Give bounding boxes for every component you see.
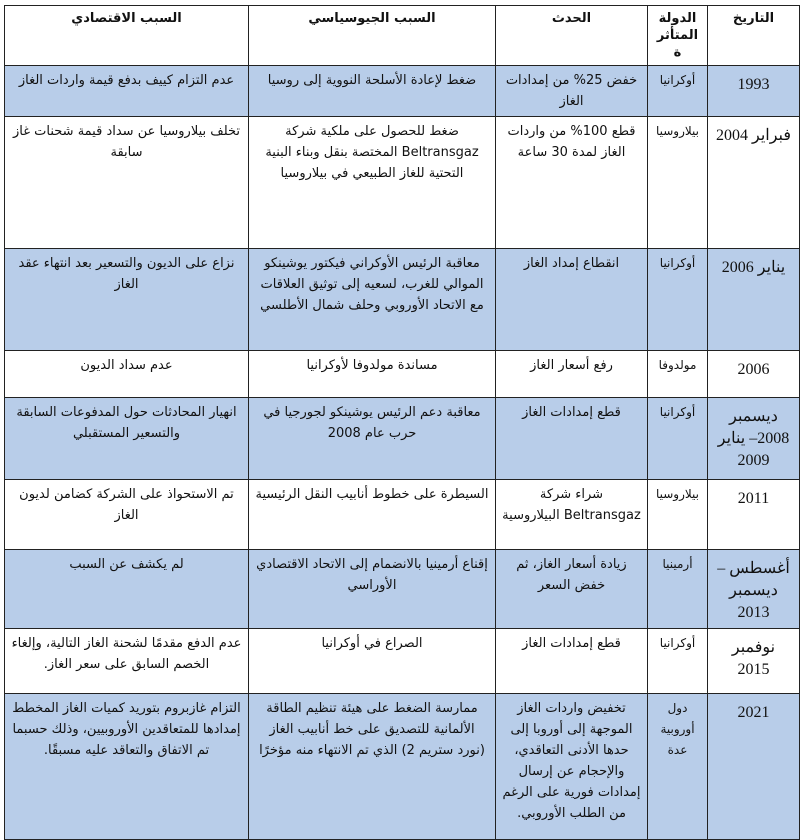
cell-political: ضغط للحصول على ملكية شركة Beltransgaz المختصة بنقل وبناء البنية التحتية للغاز الطبيعي في بيلاروسيا xyxy=(249,117,496,249)
cell-date: 2021 xyxy=(708,694,800,840)
gas-crisis-table xyxy=(4,5,800,840)
cell-country: بيلاروسيا xyxy=(648,117,708,249)
cell-country: مولدوفا xyxy=(648,351,708,398)
table-row xyxy=(5,694,800,840)
cell-economic: نزاع على الديون والتسعير بعد انتهاء عقد الغاز xyxy=(5,249,249,351)
cell-date: يناير 2006 xyxy=(708,249,800,351)
cell-political: ممارسة الضغط على هيئة تنظيم الطاقة الألمانية للتصديق على خط أنابيب الغاز (نورد ستريم 2) الذي تم الانتهاء منه مؤخرًا xyxy=(249,694,496,840)
cell-date: 2006 xyxy=(708,351,800,398)
cell-date: نوفمبر 2015 xyxy=(708,629,800,694)
cell-event: شراء شركة Beltransgaz البيلاروسية xyxy=(496,480,648,550)
cell-event: قطع إمدادات الغاز xyxy=(496,629,648,694)
cell-event: زيادة أسعار الغاز، ثم خفض السعر xyxy=(496,550,648,629)
cell-political: السيطرة على خطوط أنابيب النقل الرئيسية xyxy=(249,480,496,550)
cell-economic: تم الاستحواذ على الشركة كضامن لديون الغاز xyxy=(5,480,249,550)
cell-event: قطع إمدادات الغاز xyxy=(496,398,648,480)
cell-economic: تخلف بيلاروسيا عن سداد قيمة شحنات غاز سابقة xyxy=(5,117,249,249)
header-event: الحدث xyxy=(496,6,648,66)
cell-country: دول أوروبية عدة xyxy=(648,694,708,840)
table-row xyxy=(5,117,800,249)
cell-country: بيلاروسيا xyxy=(648,480,708,550)
cell-event: تخفيض واردات الغاز الموجهة إلى أوروبا إلى حدها الأدنى التعاقدي، والإحجام عن إرسال إمدادات فورية على الرغم من الطلب الأوروبي. xyxy=(496,694,648,840)
cell-political: إقناع أرمينيا بالانضمام إلى الاتحاد الاقتصادي الأوراسي xyxy=(249,550,496,629)
cell-date: فبراير 2004 xyxy=(708,117,800,249)
cell-event: انقطاع إمداد الغاز xyxy=(496,249,648,351)
cell-date: أغسطس – ديسمبر 2013 xyxy=(708,550,800,629)
cell-date: ديسمبر 2008– يناير 2009 xyxy=(708,398,800,480)
table-row xyxy=(5,398,800,480)
cell-country: أوكرانيا xyxy=(648,398,708,480)
cell-political: ضغط لإعادة الأسلحة النووية إلى روسيا xyxy=(249,66,496,117)
cell-political: معاقبة دعم الرئيس يوشينكو لجورجيا في حرب عام 2008 xyxy=(249,398,496,480)
table-row xyxy=(5,629,800,694)
header-date: التاريخ xyxy=(708,6,800,66)
cell-political: مساندة مولدوفا لأوكرانيا xyxy=(249,351,496,398)
cell-political: الصراع في أوكرانيا xyxy=(249,629,496,694)
cell-economic: عدم الدفع مقدمًا لشحنة الغاز التالية، وإلغاء الخصم السابق على سعر الغاز. xyxy=(5,629,249,694)
table-row xyxy=(5,550,800,629)
cell-economic: التزام غازبروم بتوريد كميات الغاز المخطط إمدادها للمتعاقدين الأوروبيين، وذلك حسبما تم الاتفاق والتعاقد عليه مسبقًا. xyxy=(5,694,249,840)
cell-economic: عدم التزام كييف بدفع قيمة واردات الغاز xyxy=(5,66,249,117)
gas-crisis-table-container xyxy=(5,5,800,840)
cell-country: أوكرانيا xyxy=(648,249,708,351)
cell-country: أوكرانيا xyxy=(648,66,708,117)
cell-economic: لم يكشف عن السبب xyxy=(5,550,249,629)
table-row xyxy=(5,480,800,550)
header-political: السبب الجيوسياسي xyxy=(249,6,496,66)
cell-date: 1993 xyxy=(708,66,800,117)
cell-event: قطع 100% من واردات الغاز لمدة 30 ساعة xyxy=(496,117,648,249)
cell-event: خفض 25% من إمدادات الغاز xyxy=(496,66,648,117)
cell-country: أوكرانيا xyxy=(648,629,708,694)
header-economic: السبب الاقتصادي xyxy=(5,6,249,66)
cell-economic: عدم سداد الديون xyxy=(5,351,249,398)
header-country: الدولة المتأثرة xyxy=(648,6,708,66)
cell-economic: انهيار المحادثات حول المدفوعات السابقة والتسعير المستقبلي xyxy=(5,398,249,480)
cell-country: أرمينيا xyxy=(648,550,708,629)
header-row xyxy=(5,6,800,66)
table-row xyxy=(5,66,800,117)
cell-event: رفع أسعار الغاز xyxy=(496,351,648,398)
cell-date: 2011 xyxy=(708,480,800,550)
table-row xyxy=(5,249,800,351)
cell-political: معاقبة الرئيس الأوكراني فيكتور يوشينكو الموالي للغرب، لسعيه إلى توثيق العلاقات مع الاتحاد الأوروبي وحلف شمال الأطلسي xyxy=(249,249,496,351)
table-row xyxy=(5,351,800,398)
